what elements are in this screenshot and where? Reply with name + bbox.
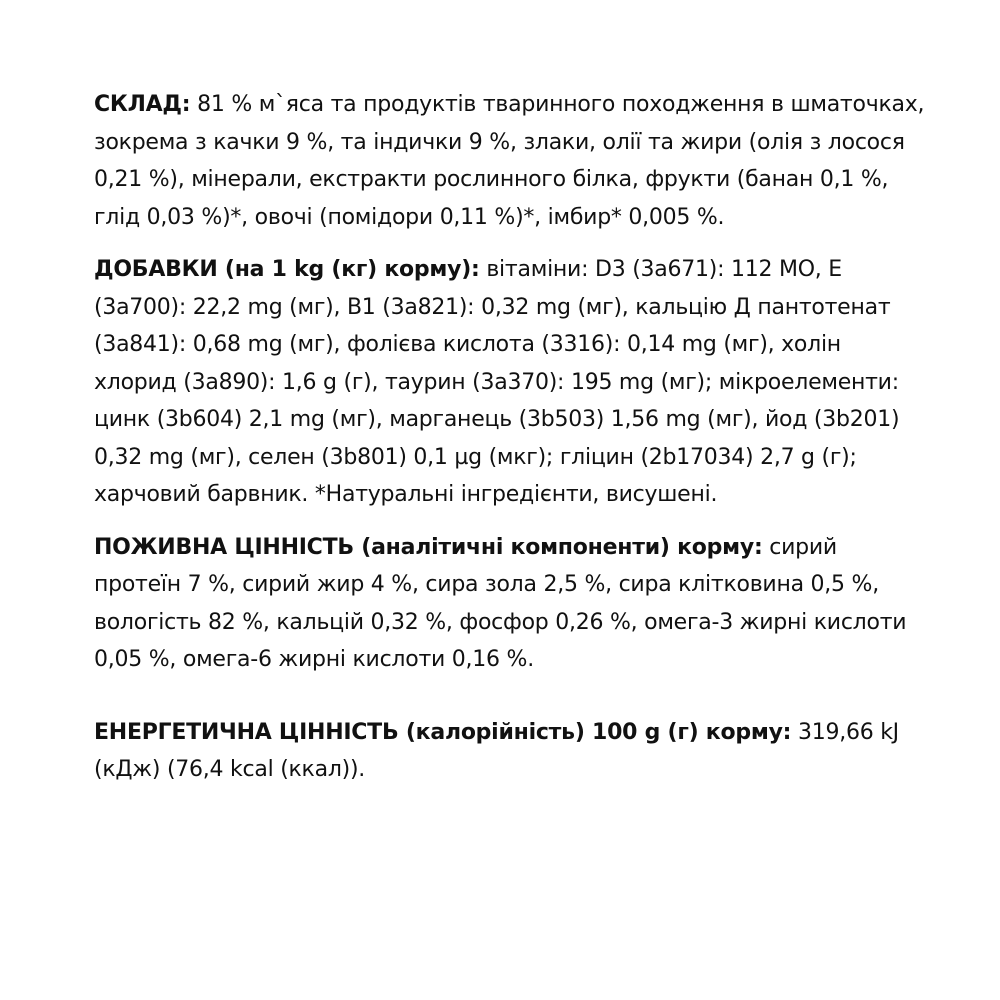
energy-heading: ЕНЕРГЕТИЧНА ЦІННІСТЬ (калорійність) 100 g (г) корму: (94, 719, 792, 745)
energy-section (94, 714, 930, 789)
additives-text: вітаміни: D3 (3a671): 112 МО, E (3a700): 22,2 mg (мг), B1 (3a821): 0,32 mg (мг), кальцію Д пантотенат (3a841): 0,68 mg (мг), фолієва кислота (3316): 0,14 mg (мг), холін хлорид (3a890): 1,6 g (г), таурин (3a370): 195 mg (мг); мікроелементи: цинк (3b604) 2,1 mg (мг), марганець (3b503) 1,56 mg (мг), йод (3b201) 0,32 mg (мг), селен (3b801) 0,1 µg (мкг); гліцин (2b17034) 2,7 g (г); харчовий барвник. *Натуральні інгредієнти, висушені. (94, 257, 900, 507)
additives-heading: ДОБАВКИ (на 1 kg (кг) корму): (94, 257, 480, 282)
composition-heading: СКЛАД: (94, 92, 191, 117)
additives-section (94, 251, 930, 514)
nutrition-text: сирий протеїн 7 %, сирий жир 4 %, сира зола 2,5 %, сира клітковина 0,5 %, вологість 82 %, кальцій 0,32 %, фосфор 0,26 %, омега-3 жирні кислоти 0,05 %, омега-6 жирні кислоти 0,16 %. (94, 534, 907, 672)
energy-text: 319,66 kJ (кДж) (76,4 kcal (ккал)). (94, 719, 899, 782)
nutrition-heading: ПОЖИВНА ЦІННІСТЬ (аналітичні компоненти) корму: (94, 534, 763, 560)
composition-text: 81 % м`яса та продуктів тваринного походження в шматочках, зокрема з качки 9 %, та індички 9 %, злаки, олії та жири (олія з лосося 0,21 %), мінерали, екстракти рослинного білка, фрукти (банан 0,1 %, глід 0,03 %)*, овочі (помідори 0,11 %)*, імбир* 0,005 %. (94, 92, 925, 230)
nutrition-section (94, 529, 930, 679)
composition-section (94, 86, 930, 236)
